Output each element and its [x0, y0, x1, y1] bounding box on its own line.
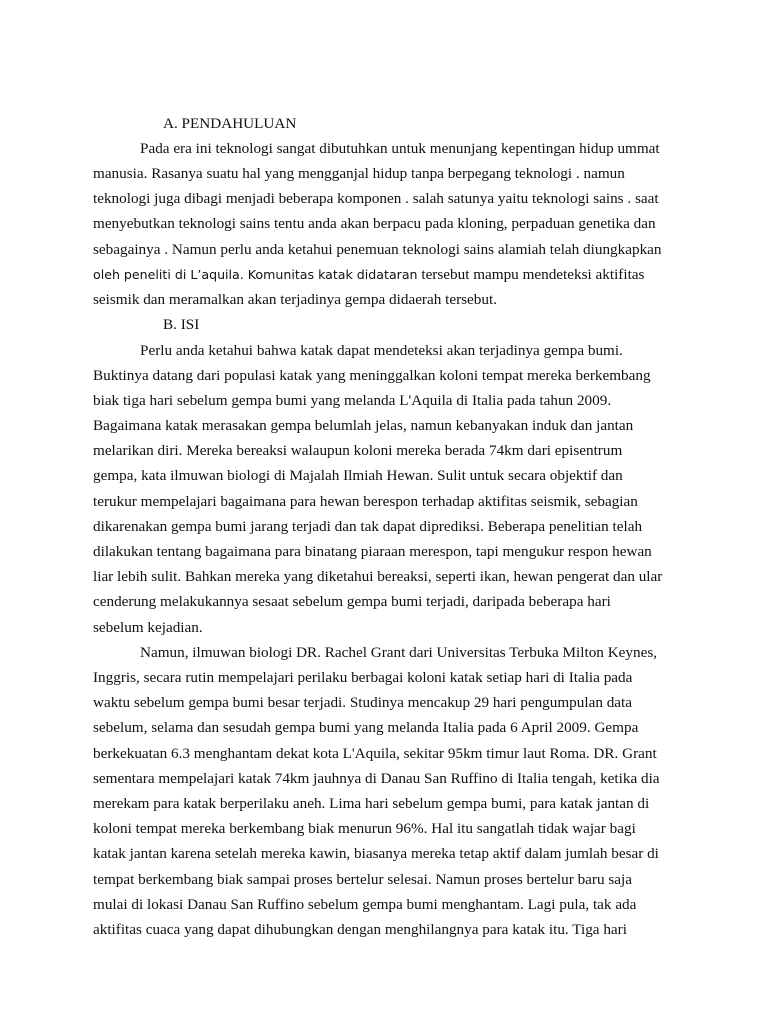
paragraph-line: aktifitas cuaca yang dapat dihubungkan dengan menghilangnya para katak itu. Tiga hari [93, 921, 627, 938]
paragraph-line: seismik dan meramalkan akan terjadinya gempa didaerah tersebut. [93, 291, 497, 308]
paragraph-line: waktu sebelum gempa bumi besar terjadi. Studinya mencakup 29 hari pengumpulan data [93, 694, 633, 711]
paragraph-line: sebagainya . Namun perlu anda ketahui penemuan teknologi sains alamiah telah diungkapkan [93, 241, 662, 258]
paragraph-line: liar lebih sulit. Bahkan mereka yang diketahui bereaksi, seperti ikan, hewan pengerat dan ular [93, 568, 663, 585]
paragraph-line: gempa, kata ilmuwan biologi di Majalah Ilmiah Hewan. Sulit untuk secara objektif dan [93, 467, 623, 484]
paragraph-line: sebelum, selama dan sesudah gempa bumi yang melanda Italia pada 6 April 2009. Gempa [93, 719, 639, 736]
paragraph-line: Buktinya datang dari populasi katak yang meninggalkan koloni tempat mereka berkembang [93, 367, 651, 384]
paragraph-line: berkekuatan 6.3 menghantam dekat kota L'Aquila, sekitar 95km timur laut Roma. DR. Grant [93, 745, 657, 762]
paragraph-line: terukur mempelajari bagaimana para hewan berespon terhadap aktifitas seismik, sebagian [93, 493, 638, 510]
heading-isi: B. ISI [163, 316, 200, 333]
paragraph-line-mixed-font [93, 265, 644, 284]
paragraph-line: merekam para katak berperilaku aneh. Lima hari sebelum gempa bumi, para katak jantan di [93, 795, 650, 812]
paragraph-line: melarikan diri. Mereka bereaksi walaupun koloni mereka berada 74km dari episentrum [93, 442, 623, 459]
paragraph-line: sementara mempelajari katak 74km jauhnya di Danau San Ruffino di Italia tengah, ketika dia [93, 770, 660, 787]
paragraph-line: menyebutkan teknologi sains tentu anda akan berpacu pada kloning, perpaduan genetika dan [93, 215, 656, 232]
paragraph-line: Namun, ilmuwan biologi DR. Rachel Grant dari Universitas Terbuka Milton Keynes, [140, 644, 658, 661]
paragraph-line: katak jantan karena setelah mereka kawin, biasanya mereka tetap aktif dalam jumlah besar di [93, 845, 659, 862]
paragraph-line: koloni tempat mereka berkembang biak menurun 96%. Hal itu sangatlah tidak wajar bagi [93, 820, 636, 837]
heading-pendahuluan: A. PENDAHULUAN [163, 115, 297, 132]
paragraph-line: Pada era ini teknologi sangat dibutuhkan untuk menunjang kepentingan hidup ummat [140, 140, 660, 157]
paragraph-line: dikarenakan gempa bumi jarang terjadi dan tak dapat diprediksi. Beberapa penelitian telah [93, 518, 643, 535]
paragraph-line: biak tiga hari sebelum gempa bumi yang melanda L'Aquila di Italia pada tahun 2009. [93, 392, 612, 409]
alt-font-segment: oleh peneliti di L’aquila. Komunitas katak didataran [93, 267, 418, 282]
paragraph-line: cenderung melakukannya sesaat sebelum gempa bumi terjadi, daripada beberapa hari [93, 593, 611, 610]
paragraph-line: sebelum kejadian. [93, 619, 203, 636]
paragraph-line: Bagaimana katak merasakan gempa belumlah jelas, namun kebanyakan induk dan jantan [93, 417, 634, 434]
paragraph-line: dilakukan tentang bagaimana para binatang piaraan merespon, tapi mengukur respon hewan [93, 543, 652, 560]
paragraph-line: Perlu anda ketahui bahwa katak dapat mendeteksi akan terjadinya gempa bumi. [140, 342, 623, 359]
paragraph-line: mulai di lokasi Danau San Ruffino sebelum gempa bumi menghantam. Lagi pula, tak ada [93, 896, 637, 913]
paragraph-line: teknologi juga dibagi menjadi beberapa komponen . salah satunya yaitu teknologi sains . saat [93, 190, 659, 207]
paragraph-line: manusia. Rasanya suatu hal yang mengganjal hidup tanpa berpegang teknologi . namun [93, 165, 625, 182]
paragraph-line: Inggris, secara rutin mempelajari perilaku berbagai koloni katak setiap hari di Italia pada [93, 669, 633, 686]
paragraph-line: tempat berkembang biak sampai proses bertelur selesai. Namun proses bertelur baru saja [93, 871, 632, 888]
text-segment: tersebut mampu mendeteksi aktifitas [417, 266, 645, 283]
